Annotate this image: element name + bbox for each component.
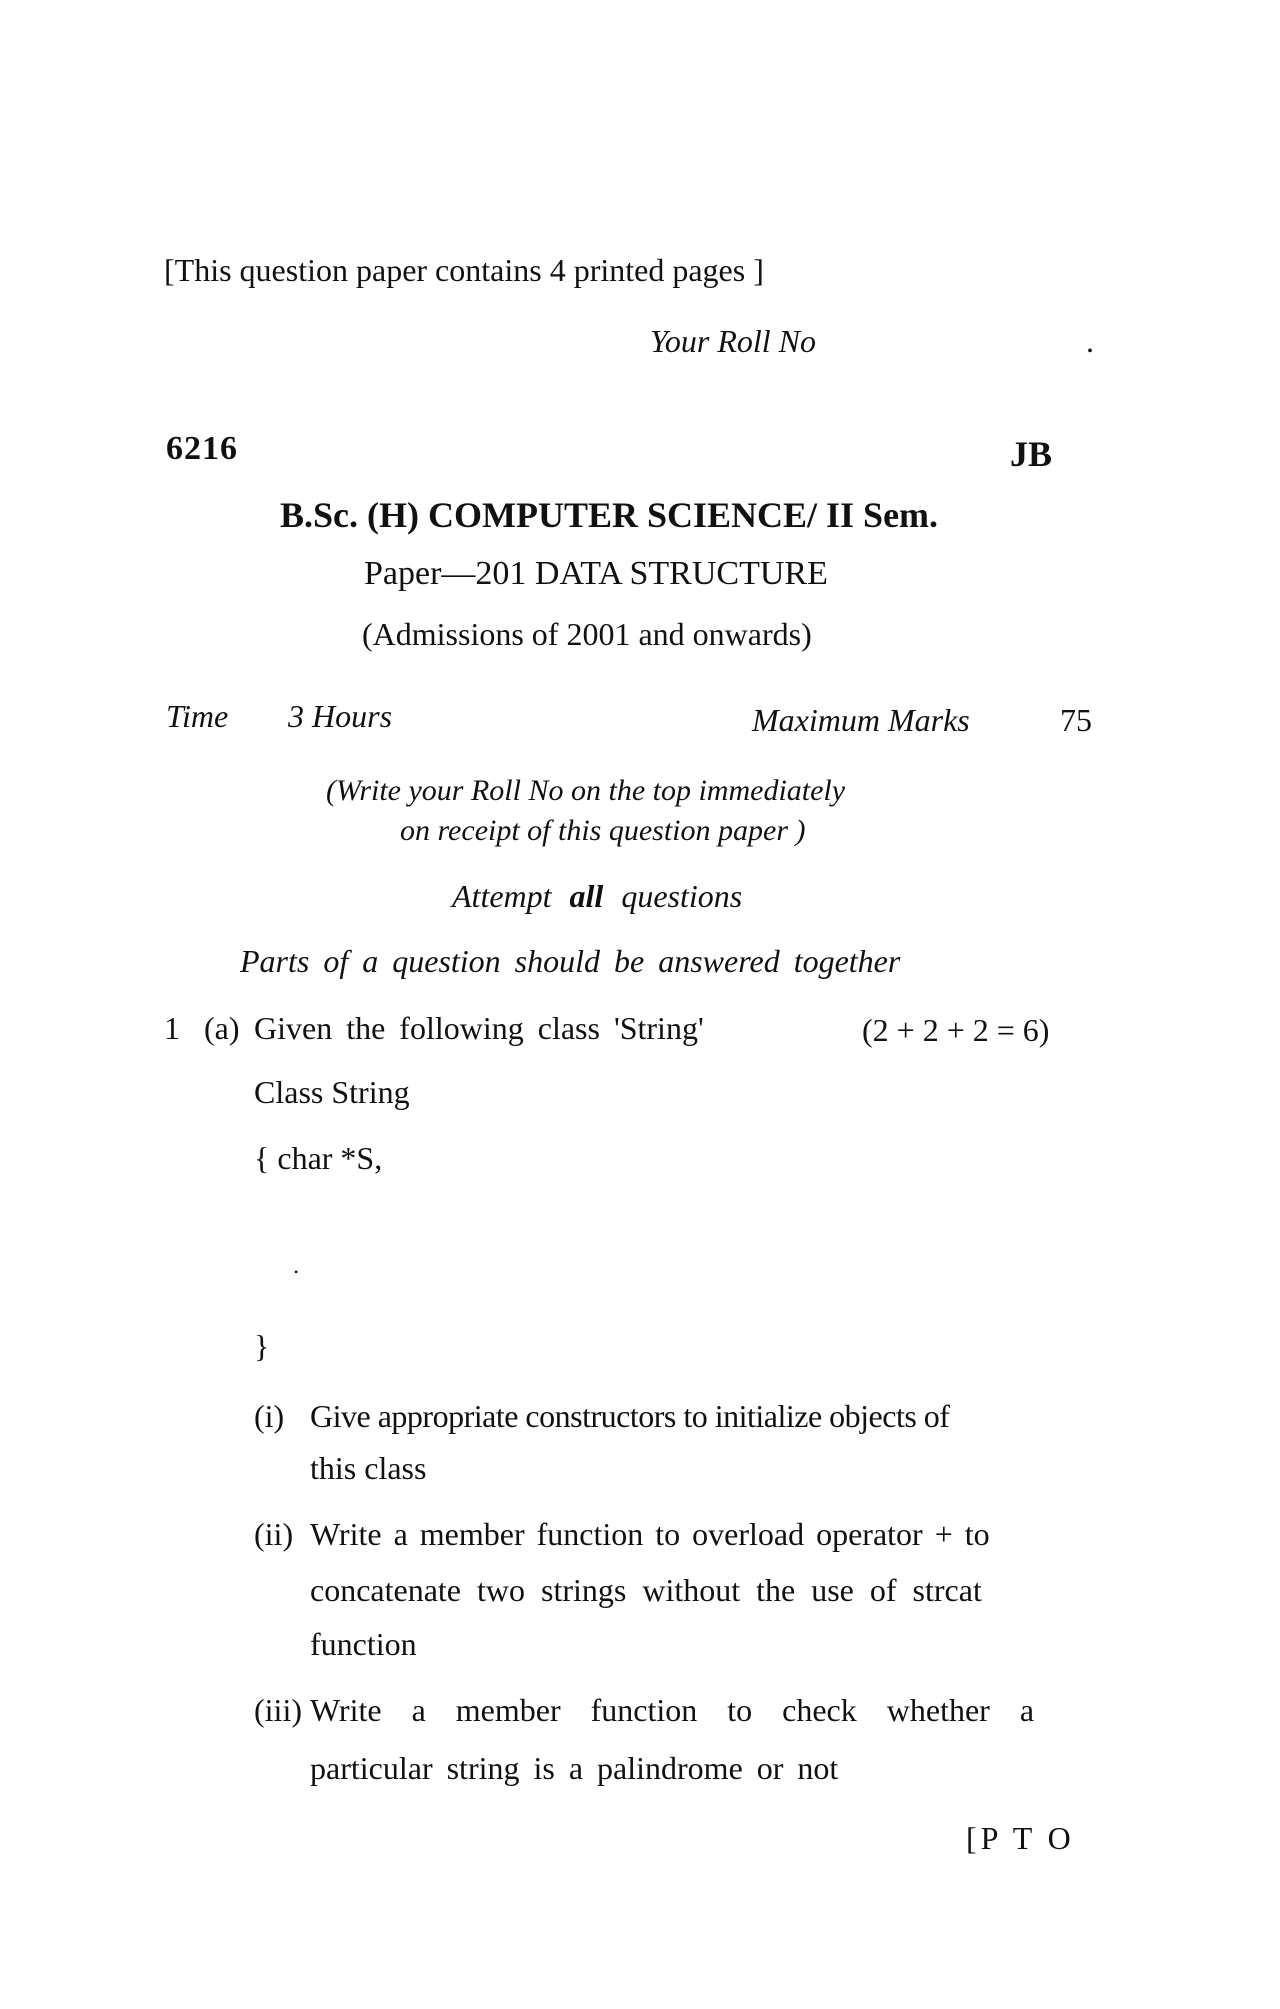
code-line: } [254,1328,270,1364]
roll-no-dot: . [1086,323,1094,359]
subpart-line: Give appropriate constructors to initialize objects of [310,1398,950,1434]
attempt-pre: Attempt [452,878,552,914]
subpart-label: (iii) [254,1692,302,1728]
admissions-note: (Admissions of 2001 and onwards) [362,616,812,652]
code-line: Class String [254,1074,410,1110]
question-number: 1 [164,1010,180,1046]
attempt-instruction [452,880,742,912]
code-line: • [294,1265,299,1279]
attempt-all: all [569,878,604,914]
max-marks-label: Maximum Marks [752,702,970,738]
subpart-label: (ii) [254,1516,294,1552]
roll-instruction-line2: on receipt of this question paper ) [400,814,806,847]
question-part-text: Given the following class 'String' [254,1010,704,1046]
series-code: JB [1010,434,1053,474]
course-title: B.Sc. (H) COMPUTER SCIENCE/ II Sem. [280,495,939,535]
subpart-line: Write a member function to check whether a [310,1692,1035,1728]
roll-no-label: Your Roll No [650,323,816,359]
subpart-line: particular string is a palindrome or not [310,1750,839,1786]
paper-code: 6216 [166,430,238,467]
code-line: { char *S, [254,1140,383,1176]
paper-title: Paper—201 DATA STRUCTURE [364,555,828,592]
subpart-line: concatenate two strings without the use of strcat [310,1572,982,1608]
max-marks-value: 75 [1060,702,1092,738]
time-value: 3 Hours [288,698,393,734]
time-label: Time [166,698,229,734]
attempt-post: questions [621,878,743,914]
parts-note: Parts of a question should be answered together [240,943,901,979]
subpart-line: function [310,1626,417,1662]
printed-pages-note: [This question paper contains 4 printed pages ] [164,252,764,288]
subpart-line: this class [310,1450,427,1486]
subpart-line: Write a member function to overload operator + to [310,1516,990,1552]
roll-instruction-line1: (Write your Roll No on the top immediately [326,774,846,807]
please-turn-over: [P T O [966,1820,1075,1856]
question-marks: (2 + 2 + 2 = 6) [862,1012,1050,1048]
question-part-label: (a) [204,1010,240,1046]
subpart-label: (i) [254,1398,285,1434]
